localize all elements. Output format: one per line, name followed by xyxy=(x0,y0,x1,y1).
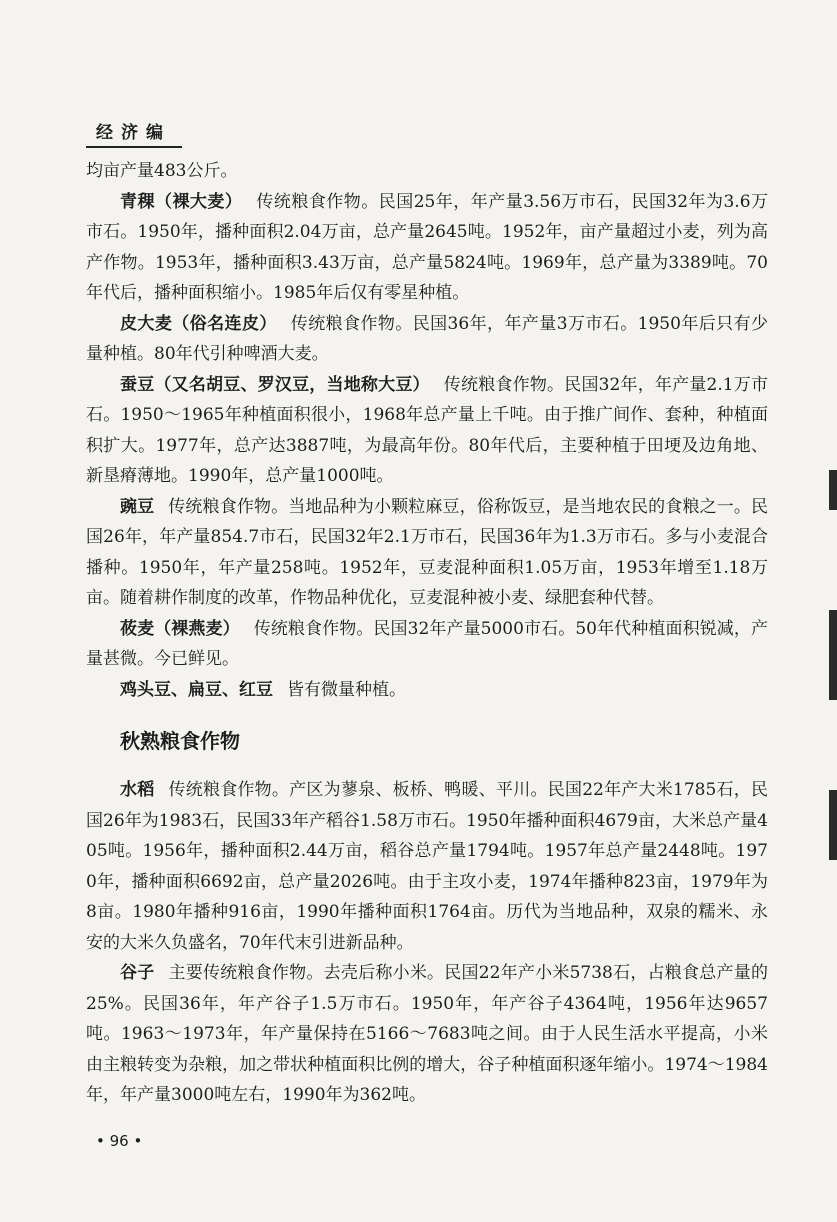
body-text xyxy=(86,156,768,1111)
entry-text: 主要传统粮食作物。去壳后称小米。民国22年产小米5738石，占粮食总产量的25%。民国36年，年产谷子1.5万市石。1950年，年产谷子4364吨，1956年达9657吨。1963～1973年，年产量保持在5166～7683吨之间。由于人民生活水平提高，小米由主粮转变为杂粮，加之带状种植面积比例的增大，谷子种植面积逐年缩小。1974～1984年，年产量3000吨左右，1990年为362吨。 xyxy=(86,963,768,1105)
entry-candou xyxy=(86,370,768,492)
entry-text: 传统粮食作物。民国36年，年产量3万市石。1950年后只有少量种植。80年代引种啤酒大麦。 xyxy=(86,313,768,364)
scan-edge-mark xyxy=(829,610,837,700)
entry-term: 皮大麦（俗名连皮） xyxy=(120,313,277,334)
entry-qingke xyxy=(86,187,768,309)
entry-term: 青稞（裸大麦） xyxy=(120,191,243,212)
header-rule xyxy=(86,146,182,148)
entry-jitoudou xyxy=(86,675,768,706)
section-heading: 秋熟粮食作物 xyxy=(120,729,240,753)
lead-paragraph: 均亩产量483公斤。 xyxy=(86,161,238,181)
entry-term: 鸡头豆、扁豆、红豆 xyxy=(120,679,273,700)
entry-text: 传统粮食作物。民国32年产量5000市石。50年代种植面积锐减，产量甚微。今已鲜见。 xyxy=(86,618,768,669)
entry-wandou xyxy=(86,492,768,614)
entry-term: 蚕豆（又名胡豆、罗汉豆，当地称大豆） xyxy=(120,374,430,395)
running-header: 经济编 xyxy=(96,123,171,143)
entry-text: 传统粮食作物。产区为蓼泉、板桥、鸭暖、平川。民国22年产大米1785石，民国26年为1983石，民国33年产稻谷1.58万市石。1950年播种面积4679亩，大米总产量405吨。1956年，播种面积2.44万亩，稻谷总产量1794吨。1957年总产量2448吨。1970年，播种面积6692亩，总产量2026吨。由于主攻小麦，1974年播种823亩，1979年为8亩。1980年播种916亩，1990年播种面积1764亩。历代为当地品种，双泉的糯米、永安的大米久负盛名，70年代末引进新品种。 xyxy=(86,780,768,953)
entry-text: 传统粮食作物。民国25年，年产量3.56万市石，民国32年为3.6万市石。1950年，播种面积2.04万亩，总产量2645吨。1952年，亩产量超过小麦，列为高产作物。1953年，播种面积3.43万亩，总产量5824吨。1969年，总产量为3389吨。70年代后，播种面积缩小。1985年后仅有零星种植。 xyxy=(86,191,769,303)
entry-term: 豌豆 xyxy=(120,496,155,517)
scan-edge-mark xyxy=(829,790,837,860)
entry-term: 水稻 xyxy=(120,780,155,800)
entry-pidamai xyxy=(86,309,768,370)
entry-youmai xyxy=(86,614,768,675)
page-number: • 96 • xyxy=(96,1132,143,1150)
entry-term: 谷子 xyxy=(120,963,155,983)
entry-text: 传统粮食作物。民国32年，年产量2.1万市石。1950～1965年种植面积很小，1968年总产量上千吨。由于推广间作、套种，种植面积扩大。1977年，总产达3887吨，为最高年份。80年代后，主要种植于田埂及边角地、新垦瘠薄地。1990年，总产量1000吨。 xyxy=(86,374,769,486)
entry-text: 皆有微量种植。 xyxy=(287,679,406,700)
entry-term: 莜麦（裸燕麦） xyxy=(120,618,240,639)
entry-shuidao xyxy=(86,775,768,958)
entry-text: 传统粮食作物。当地品种为小颗粒麻豆，俗称饭豆，是当地农民的食粮之一。民国26年，年产量854.7市石，民国32年2.1万市石，民国36年为1.3万市石。多与小麦混合播种。1950年，年产量258吨。1952年，豆麦混种面积1.05万亩，1953年增至1.18万亩。随着耕作制度的改革，作物品种优化，豆麦混种被小麦、绿肥套种代替。 xyxy=(86,496,769,608)
entry-guzi xyxy=(86,958,768,1111)
scan-edge-mark xyxy=(829,470,837,510)
